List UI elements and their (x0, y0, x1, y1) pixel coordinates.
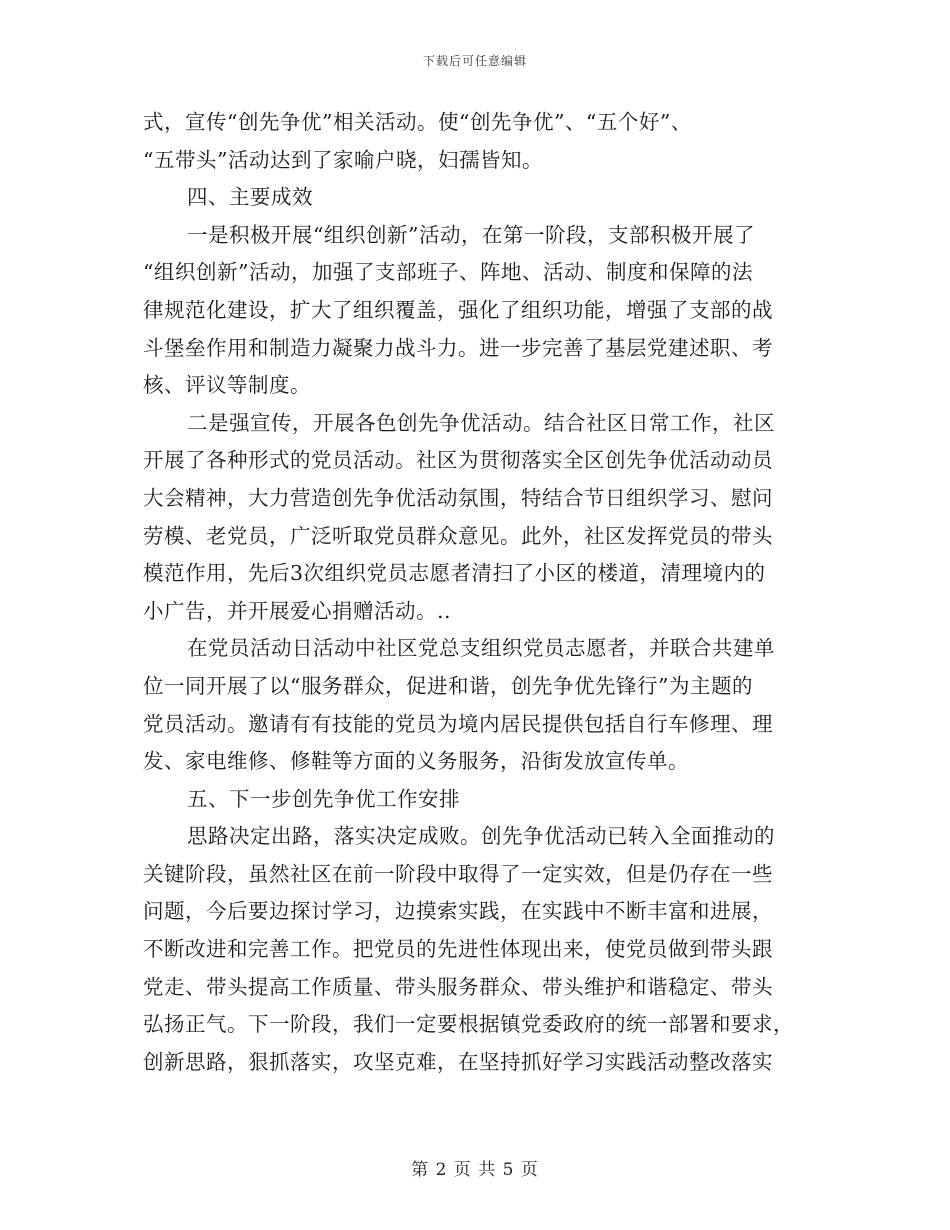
text-line: 弘扬正气。下一阶段，我们一定要根据镇党委政府的统一部署和要求， (143, 1012, 794, 1037)
text-line: 五、下一步创先争优工作安排 (187, 786, 460, 811)
text-line: 二是强宣传，开展各色创先争优活动。结合社区日常工作，社区 (187, 410, 775, 435)
text-line: 关键阶段，虽然社区在前一阶段中取得了一定实效，但是仍存在一些 (143, 861, 773, 886)
document-body (143, 104, 805, 1081)
text-line: 在党员活动日活动中社区党总支组织党员志愿者，并联合共建单 (187, 636, 775, 661)
text-line: 劳模、老党员，广泛听取党员群众意见。此外，社区发挥党员的带头 (143, 523, 773, 548)
text-line: 思路决定出路，落实决定成败。创先争优活动已转入全面推动的 (187, 824, 775, 849)
text-line: 党员活动。邀请有有技能的党员为境内居民提供包括自行车修理、理 (143, 711, 773, 736)
text-line: 核、评议等制度。 (143, 373, 311, 398)
text-line: 开展了各种形式的党员活动。社区为贯彻落实全区创先争优活动动员 (143, 448, 773, 473)
text-line: 创新思路，狠抓落实，攻坚克难，在坚持抓好学习实践活动整改落实 (143, 1049, 773, 1074)
text-line: 斗堡垒作用和制造力凝聚力战斗力。进一步完善了基层党建述职、考 (143, 335, 773, 360)
text-line: 不断改进和完善工作。把党员的先进性体现出来，使党员做到带头跟 (143, 937, 773, 962)
text-line: 模范作用，先后3次组织党员志愿者清扫了小区的楼道，清理境内的 (143, 561, 766, 586)
page-header: 下载后可任意编辑 (422, 54, 527, 68)
text-line: 律规范化建设，扩大了组织覆盖，强化了组织功能，增强了支部的战 (143, 297, 773, 322)
text-line: “组织创新”活动，加强了支部班子、阵地、活动、制度和保障的法 (143, 260, 753, 285)
text-line: 式，宣传“创先争优”相关活动。使“创先争优”、“五个好”、 (143, 110, 692, 134)
text-line: 一是积极开展“组织创新”活动，在第一阶段，支部积极开展了 (187, 222, 755, 247)
page-footer: 第 2 页 共 5 页 (411, 1160, 539, 1180)
text-line: 位一同开展了以“服务群众，促进和谐，创先争优先锋行”为主题的 (143, 673, 753, 698)
text-line: 发、家电维修、修鞋等方面的义务服务，沿街发放宣传单。 (143, 749, 689, 774)
text-line: 大会精神，大力营造创先争优活动氛围，特结合节日组织学习、慰问 (143, 485, 773, 510)
text-line: 四、主要成效 (187, 185, 313, 210)
text-line: 问题，今后要边探讨学习，边摸索实践，在实践中不断丰富和进展， (143, 899, 773, 924)
text-line: 小广告，并开展爱心捐赠活动。.. (143, 598, 452, 623)
text-line: “五带头”活动达到了家喻户晓，妇孺皆知。 (143, 147, 543, 172)
text-line: 党走、带头提高工作质量、带头服务群众、带头维护和谐稳定、带头 (143, 974, 773, 999)
